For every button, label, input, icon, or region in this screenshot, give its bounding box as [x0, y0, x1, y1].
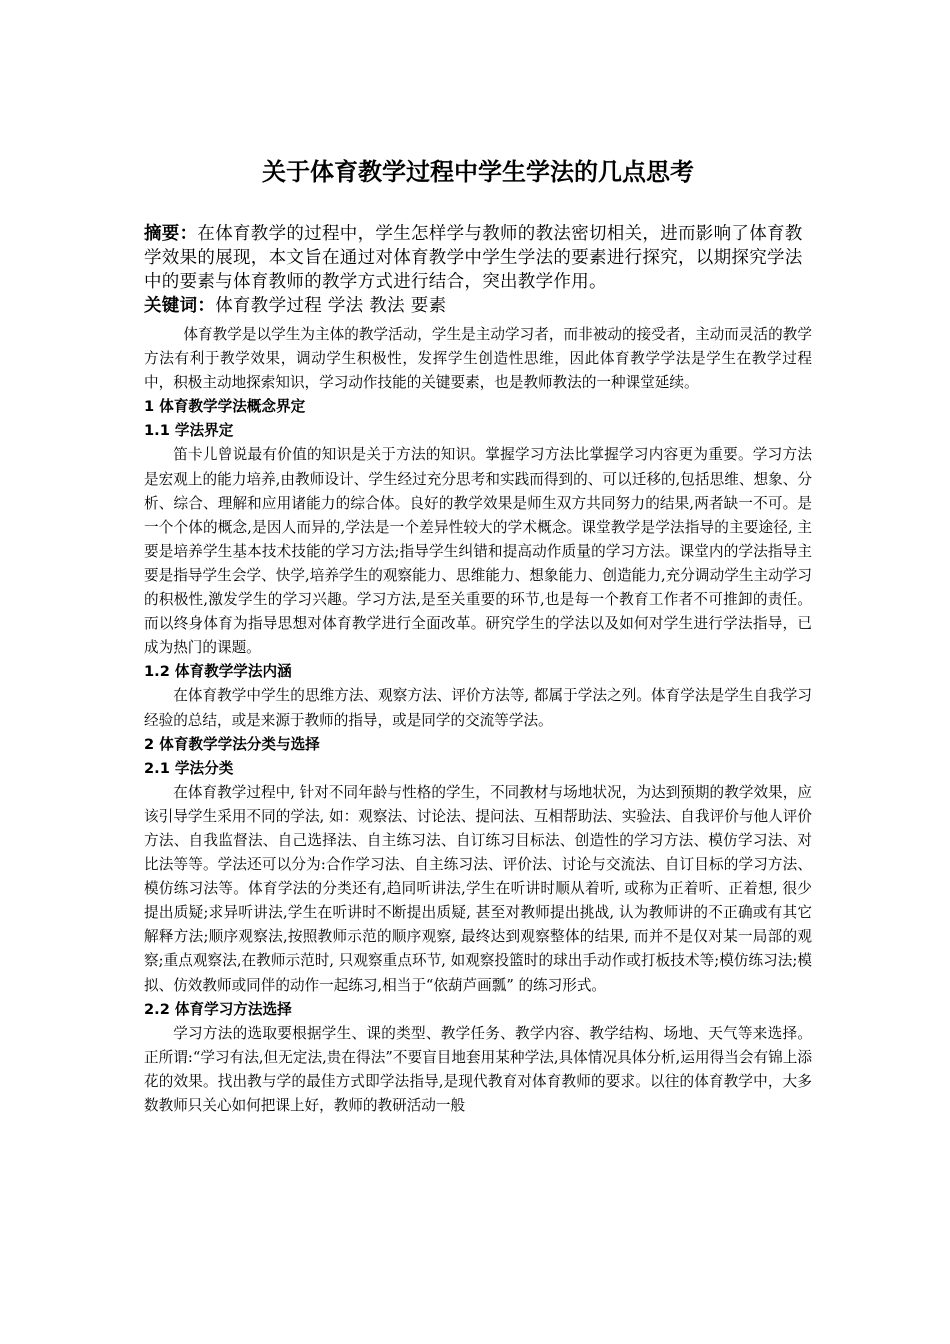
abstract-text: 在体育教学的过程中，学生怎样学与教师的教法密切相关，进而影响了体育教学效果的展现，本文旨在通过对体育教学中学生学法的要素进行探究，以期探究学法中的要素与体育教师的教学方式进行结合，突出教学作用。: [144, 224, 803, 292]
section-1-1-heading: 1.1 学法界定: [144, 422, 234, 440]
document-title: 关于体育教学过程中学生学法的几点思考: [262, 158, 694, 186]
section-1-heading: 1 体育教学学法概念界定: [144, 398, 306, 416]
keywords-text: 体育教学过程 学法 教法 要素: [215, 296, 447, 316]
keywords-label: 关键词：: [144, 296, 216, 316]
keywords-paragraph: [144, 294, 812, 318]
abstract-paragraph: [144, 222, 812, 294]
abstract-label: 摘要：: [144, 224, 198, 244]
section-2-1-heading: 2.1 学法分类: [144, 759, 234, 777]
section-1-2-heading: 1.2 体育教学学法内涵: [144, 663, 292, 681]
section-1-2-paragraph: 在体育教学中学生的思维方法、观察方法、评价方法等, 都属于学法之列。体育学法是学生自我学习经验的总结，或是来源于教师的指导，或是同学的交流等学法。: [144, 687, 812, 729]
document-body: [144, 323, 812, 1118]
abstract-section: [144, 222, 812, 318]
section-2-2-heading: 2.2 体育学习方法选择: [144, 1000, 292, 1018]
intro-paragraph: 体育教学是以学生为主体的教学活动，学生是主动学习者，而非被动的接受者，主动而灵活的教学方法有利于教学效果，调动学生积极性，发挥学生创造性思维，因此体育教学学法是学生在教学过程中，积极主动地探索知识，学习动作技能的关键要素，也是教师教法的一种课堂延续。: [144, 326, 812, 392]
section-1-1-paragraph: 笛卡儿曾说最有价值的知识是关于方法的知识。掌握学习方法比掌握学习内容更为重要。学习方法是宏观上的能力培养,由教师设计、学生经过充分思考和实践而得到的、可以迁移的,包括思维、想象、分析、综合、理解和应用诸能力的综合体。良好的教学效果是师生双方共同努力的结果,两者缺一不可。是一个个体的概念,是因人而异的,学法是一个差异性较大的学术概念。课堂教学是学法指导的主要途径, 主要是培养学生基本技术技能的学习方法;指导学生纠错和提高动作质量的学习方法。课堂内的学法指导主要是指导学生会学、快学,培养学生的观察能力、思维能力、想象能力、创造能力,充分调动学生主动学习的积极性,激发学生的学习兴趣。学习方法,是至关重要的环节,也是每一个教育工作者不可推卸的责任。而以终身体育为指导思想对体育教学进行全面改革。研究学生的学法以及如何对学生进行学法指导，已成为热门的课题。: [144, 446, 812, 657]
section-2-1-paragraph: 在体育教学过程中, 针对不同年龄与性格的学生，不同教材与场地状况，为达到预期的教学效果，应该引导学生采用不同的学法, 如：观察法、讨论法、提问法、互相帮助法、实验法、自我评价与他人评价方法、自我监督法、自己选择法、自主练习法、自订练习目标法、创造性的学习方法、模仿学习法、对比法等等。学法还可以分为:合作学习法、自主练习法、评价法、讨论与交流法、自订目标的学习方法、模仿练习法等。体育学法的分类还有,趋同听讲法,学生在听讲时顺从着听, 或称为正着听、正着想, 很少提出质疑;求异听讲法,学生在听讲时不断提出质疑, 甚至对教师提出挑战, 认为教师讲的不正确或有其它解释方法;顺序观察法,按照教师示范的顺序观察, 最终达到观察整体的结果, 而并不是仅对某一局部的观察;重点观察法,在教师示范时, 只观察重点环节, 如观察投篮时的球出手动作或打板技术等;模仿练习法;模拟、仿效教师或同伴的动作一起练习,相当于“依葫芦画瓢” 的练习形式。: [144, 783, 812, 994]
section-2-2-paragraph: 学习方法的选取要根据学生、课的类型、教学任务、教学内容、教学结构、场地、天气等来选择。正所谓:“学习有法,但无定法,贵在得法”不要盲目地套用某种学法,具体情况具体分析,运用得当会有锦上添花的效果。找出教与学的最佳方式即学法指导,是现代教育对体育教师的要求。以往的体育教学中，大多数教师只关心如何把课上好，教师的教研活动一般: [144, 1024, 812, 1114]
section-2-heading: 2 体育教学学法分类与选择: [144, 735, 320, 753]
